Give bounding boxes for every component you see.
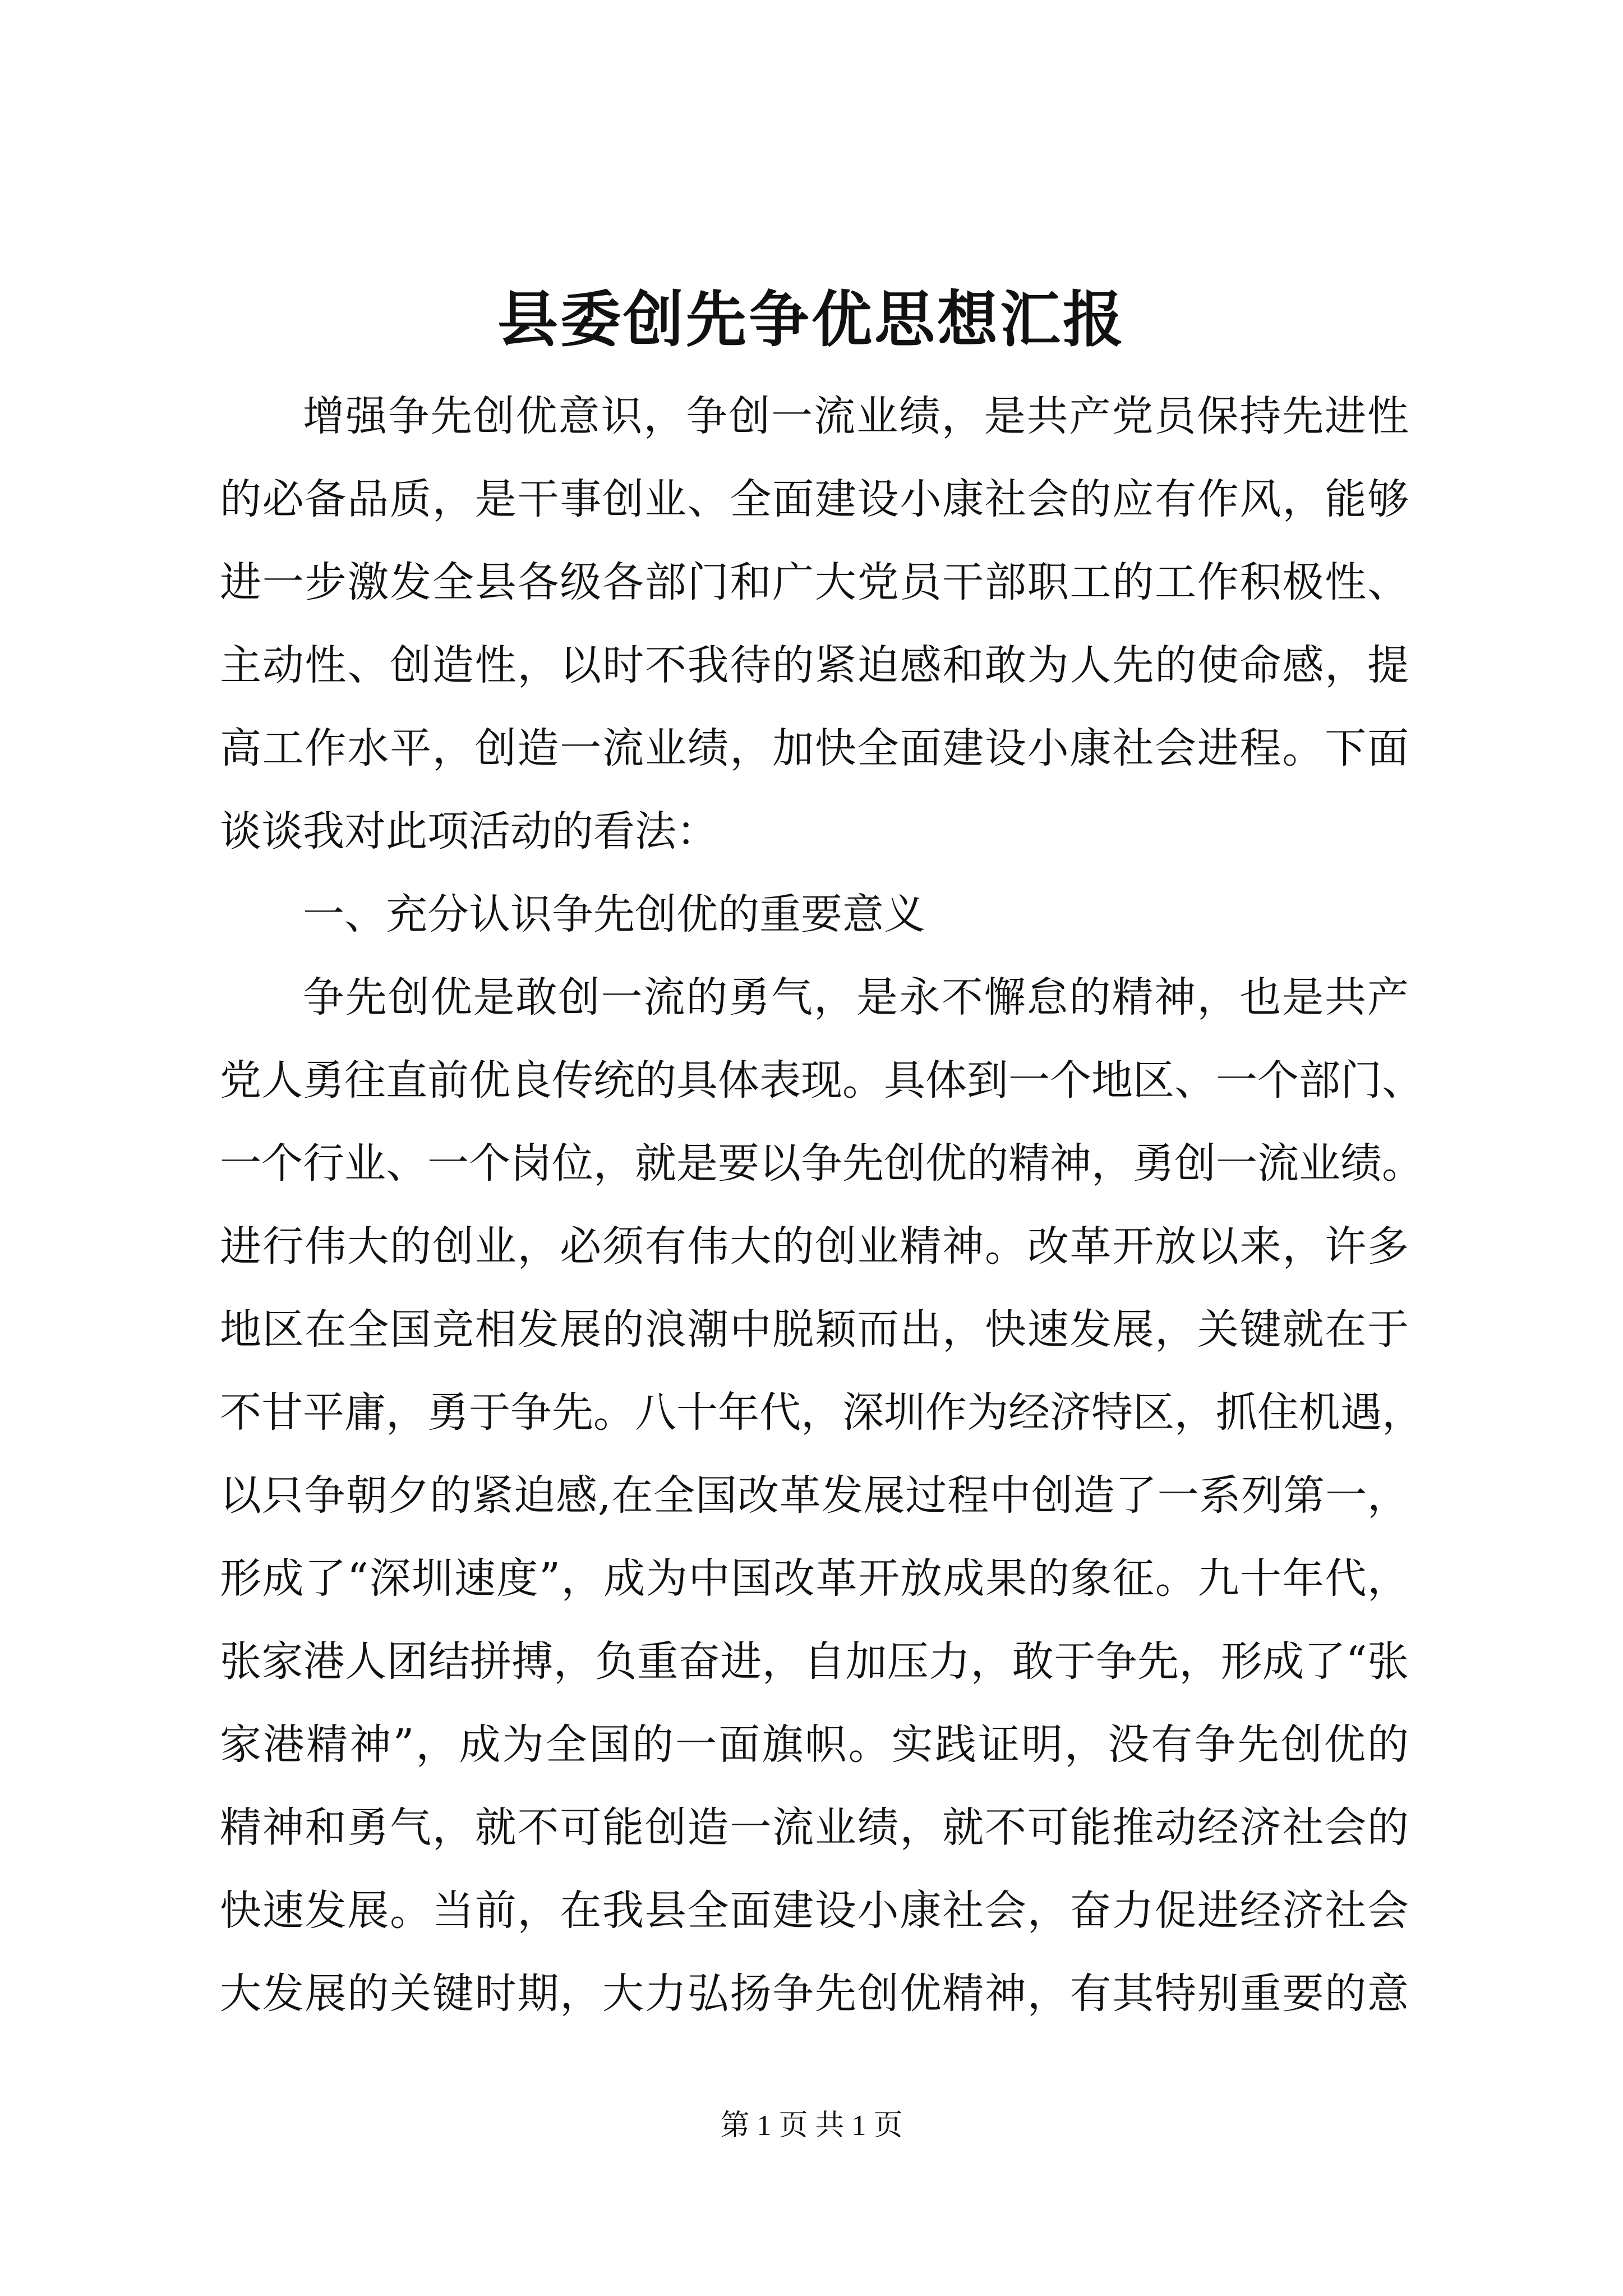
text-line: 形成了“深圳速度”，成为中国改革开放成果的象征。九十年代， — [220, 1554, 1409, 1603]
text-line: 张家港人团结拼搏，负重奋进，自加压力，敢于争先，形成了“张 — [220, 1637, 1409, 1686]
text-line: 谈谈我对此项活动的看法： — [220, 807, 718, 855]
text-line: 地区在全国竞相发展的浪潮中脱颖而出，快速发展，关键就在于 — [220, 1305, 1409, 1354]
text-line: 快速发展。当前，在我县全面建设小康社会，奋力促进经济社会 — [220, 1887, 1409, 1935]
text-line: 一个行业、一个岗位，就是要以争先创优的精神，勇创一流业绩。 — [220, 1139, 1423, 1188]
text-line: 增强争先创优意识，争创一流业绩，是共产党员保持先进性 — [303, 392, 1409, 440]
text-line: 以只争朝夕的紧迫感,在全国改革发展过程中创造了一系列第一， — [220, 1471, 1409, 1520]
document-title: 县委创先争优思想汇报 — [497, 284, 1126, 355]
text-line: 高工作水平，创造一流业绩，加快全面建设小康社会进程。下面 — [220, 724, 1409, 772]
text-line: 争先创优是敢创一流的勇气，是永不懈怠的精神，也是共产 — [303, 973, 1409, 1022]
document-body — [220, 375, 1423, 2035]
text-line: 进一步激发全县各级各部门和广大党员干部职工的工作积极性、 — [220, 558, 1409, 606]
text-line: 大发展的关键时期，大力弘扬争先创优精神，有其特别重要的意 — [220, 1970, 1409, 2018]
text-line: 不甘平庸，勇于争先。八十年代，深圳作为经济特区，抓住机遇， — [220, 1388, 1423, 1437]
text-line: 家港精神”，成为全国的一面旗帜。实践证明，没有争先创优的 — [220, 1720, 1409, 1769]
text-line: 主动性、创造性，以时不我待的紧迫感和敢为人先的使命感，提 — [220, 641, 1409, 689]
text-line: 党人勇往直前优良传统的具体表现。具体到一个地区、一个部门、 — [220, 1056, 1423, 1105]
section-heading: 一、充分认识争先创优的重要意义 — [303, 890, 925, 938]
text-line: 精神和勇气，就不可能创造一流业绩，就不可能推动经济社会的 — [220, 1803, 1409, 1852]
text-line: 的必备品质，是干事创业、全面建设小康社会的应有作风，能够 — [220, 475, 1409, 523]
page-footer: 第 1 页 共 1 页 — [720, 2110, 903, 2142]
text-line: 进行伟大的创业，必须有伟大的创业精神。改革开放以来，许多 — [220, 1222, 1409, 1271]
